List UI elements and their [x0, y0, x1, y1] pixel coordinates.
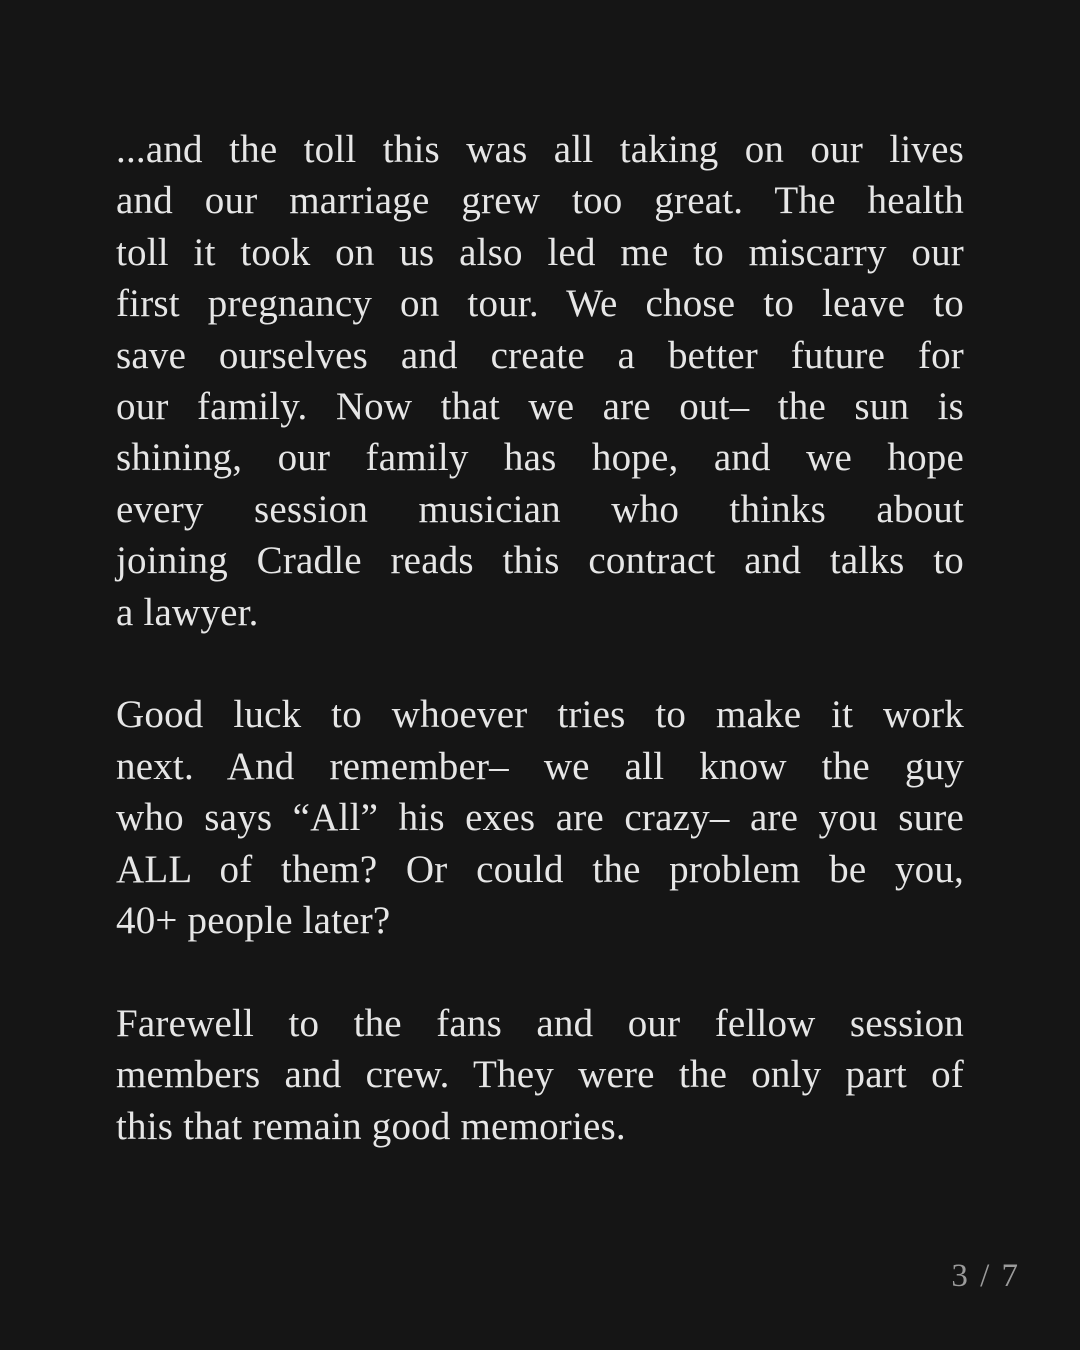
statement-text [116, 124, 964, 1152]
paragraph-3 [116, 998, 964, 1152]
text-line: toll it took on us also led me to miscarry our [116, 230, 964, 274]
text-line: 40+ people later? [116, 899, 391, 943]
text-line: save ourselves and create a better future for [116, 333, 964, 377]
text-line: and our marriage grew too great. The health [116, 179, 964, 223]
text-line: who says “All” his exes are crazy– are you sure [116, 796, 964, 840]
text-line: this that remain good memories. [116, 1104, 626, 1148]
paragraph-2 [116, 689, 964, 946]
text-line: next. And remember– we all know the guy [116, 744, 964, 788]
page-indicator: 3 / 7 [951, 1258, 1020, 1294]
text-line: shining, our family has hope, and we hope [116, 436, 964, 480]
text-line: a lawyer. [116, 590, 259, 634]
text-line: first pregnancy on tour. We chose to leave to [116, 282, 964, 326]
text-line: members and crew. They were the only part of [116, 1053, 964, 1097]
text-line: joining Cradle reads this contract and talks to [116, 539, 964, 583]
text-line: our family. Now that we are out– the sun is [116, 385, 964, 429]
paragraph-spacer [116, 946, 964, 997]
paragraph-1 [116, 124, 964, 638]
text-line: Farewell to the fans and our fellow session [116, 1001, 964, 1045]
text-line: ALL of them? Or could the problem be you, [116, 847, 964, 891]
text-line: Good luck to whoever tries to make it work [116, 693, 964, 737]
paragraph-spacer [116, 638, 964, 689]
text-line: ...and the toll this was all taking on our lives [116, 128, 964, 171]
text-line: every session musician who thinks about [116, 487, 964, 531]
